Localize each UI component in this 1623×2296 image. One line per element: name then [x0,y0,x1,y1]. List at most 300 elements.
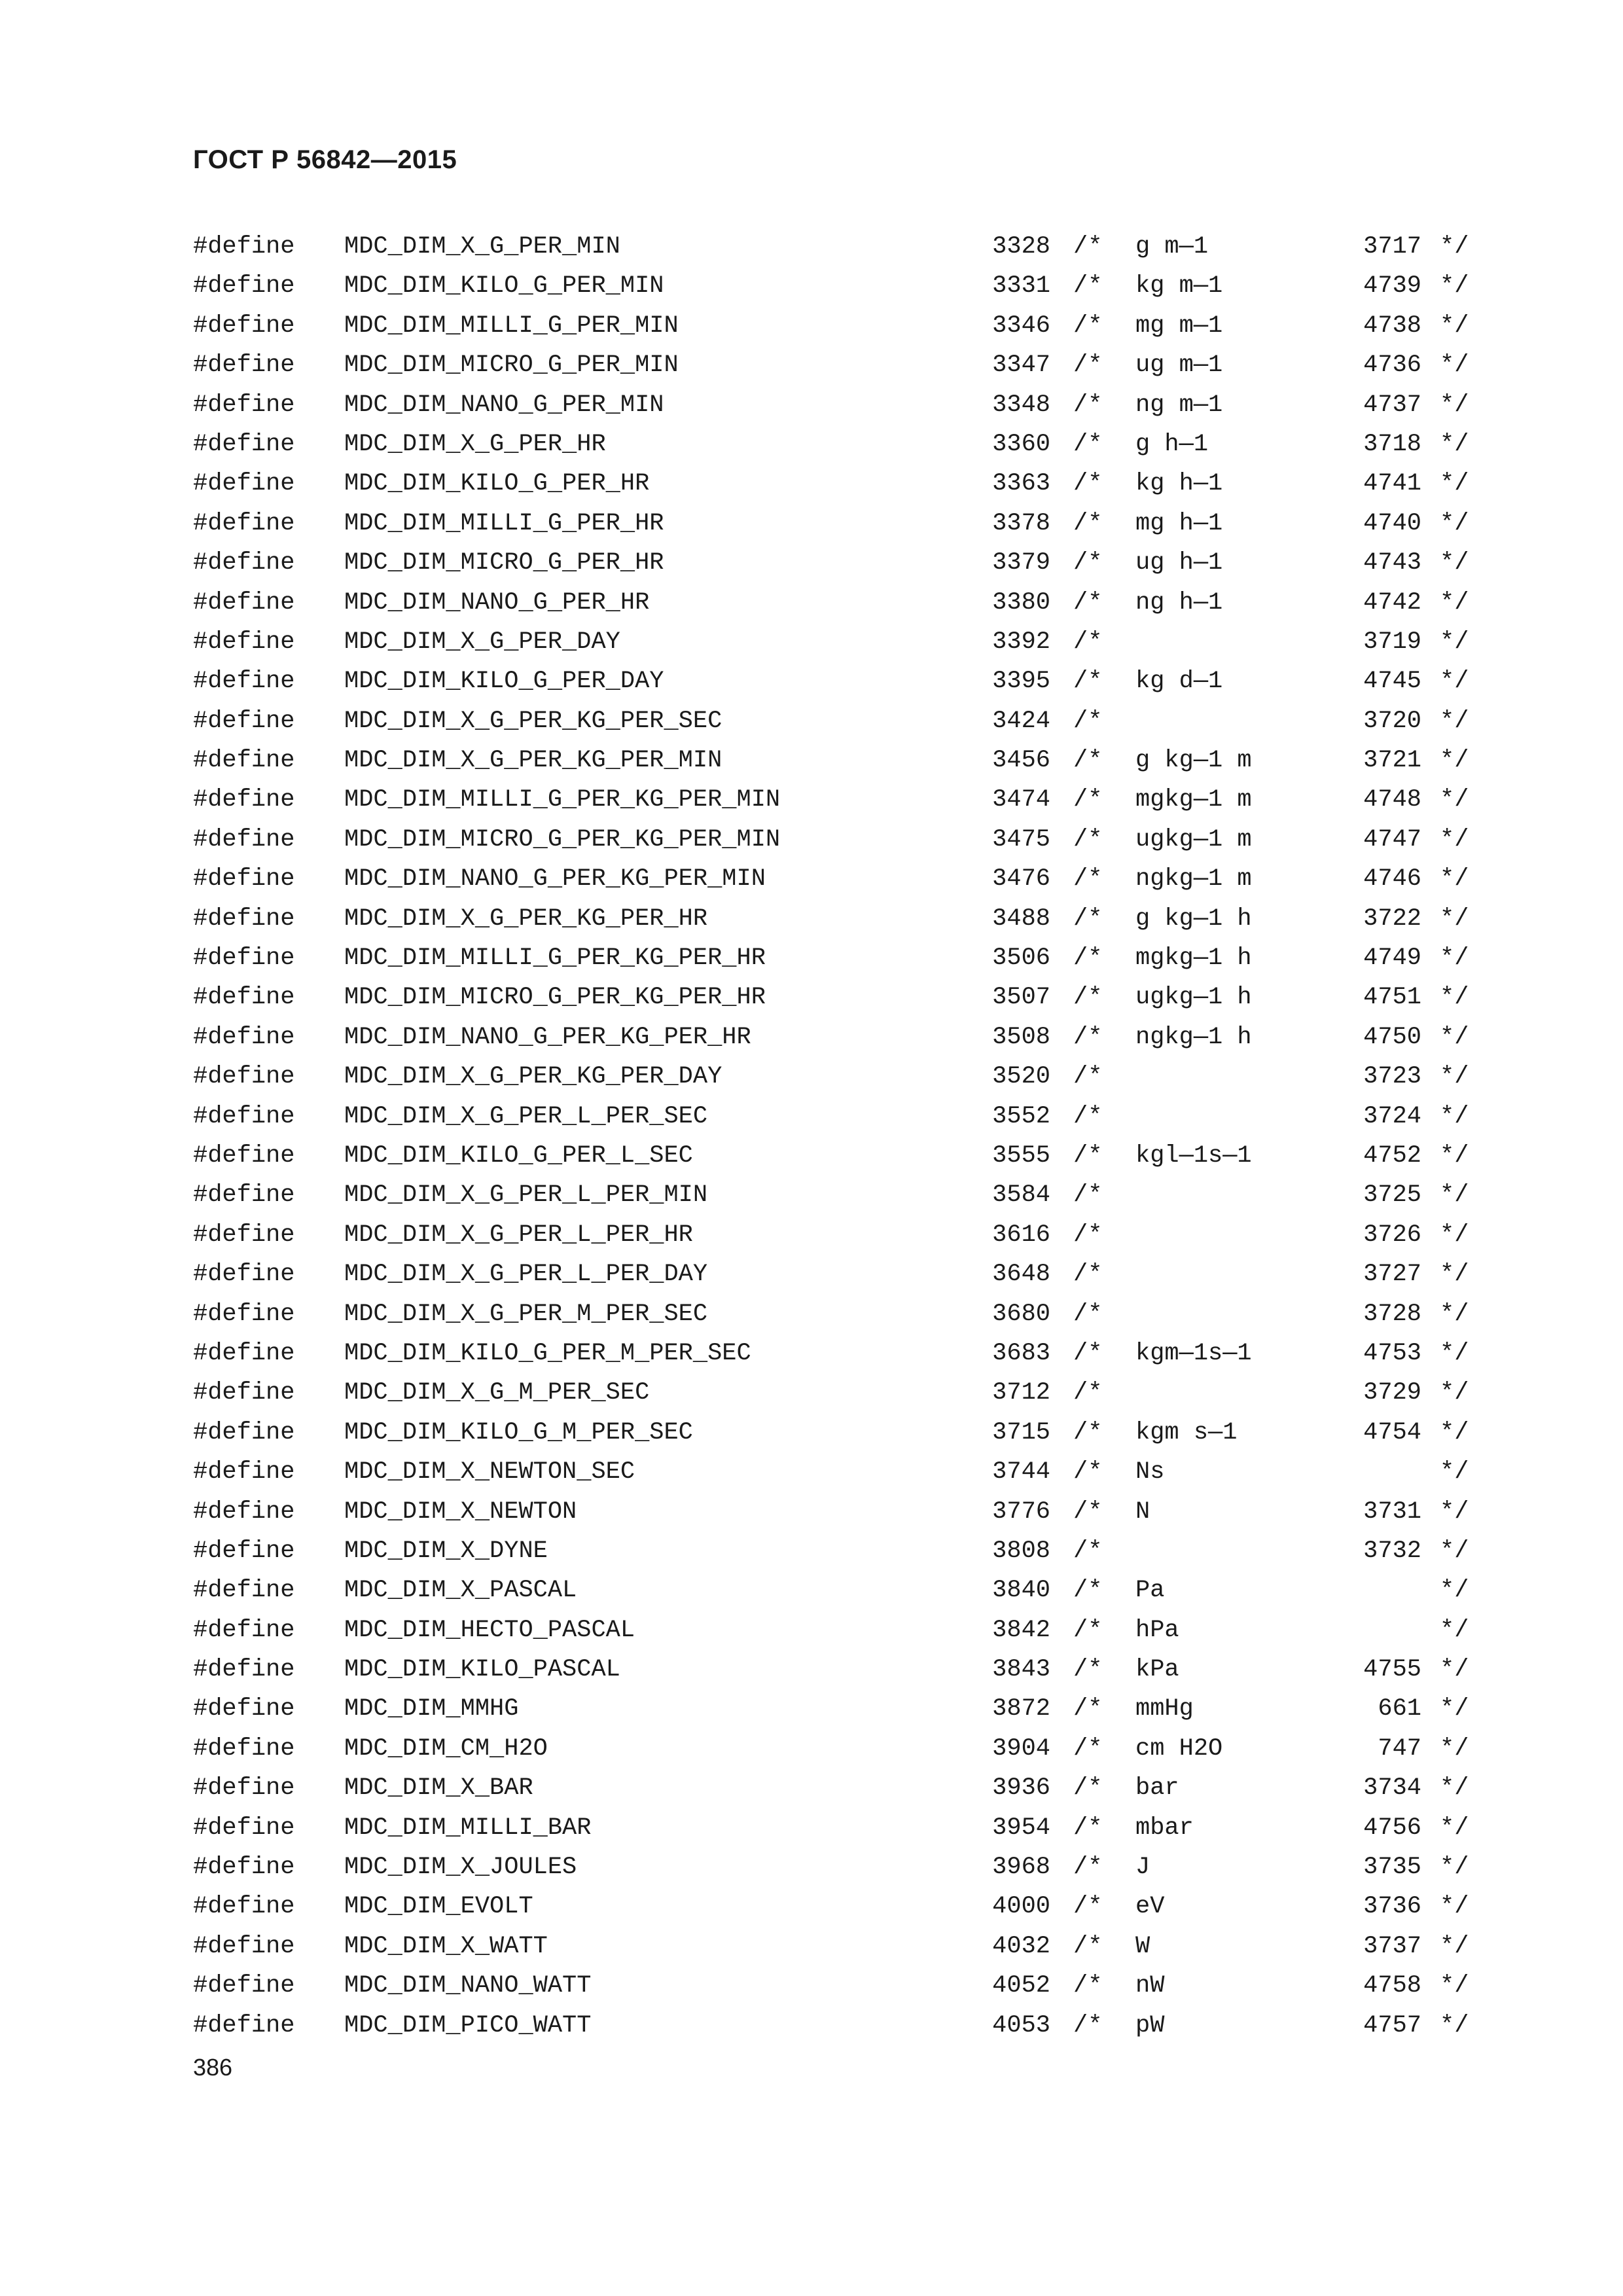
reference-code: 3728 [1363,1300,1421,1328]
comment-close: */ [1440,1972,1469,2000]
macro-code: 3363 [992,470,1050,498]
reference-code: 4758 [1363,1972,1421,2000]
reference-code: 3732 [1363,1537,1421,1565]
macro-name: MDC_DIM_X_G_PER_MIN [344,233,620,260]
comment-close: */ [1440,1695,1469,1723]
macro-name: MDC_DIM_X_JOULES [344,1854,577,1882]
reference-code: 3736 [1363,1893,1421,1921]
unit-symbol: kgm—1s—1 [1135,1339,1252,1367]
comment-open: /* [1073,1695,1103,1723]
comment-open: /* [1073,549,1103,577]
macro-name: MDC_DIM_X_G_PER_L_PER_SEC [344,1102,708,1130]
comment-close: */ [1440,1141,1469,1170]
macro-name: MDC_DIM_MMHG [344,1695,519,1723]
define-keyword: #define [193,1023,295,1051]
define-row [0,543,1623,583]
macro-code: 3475 [992,825,1050,853]
macro-name: MDC_DIM_X_G_PER_L_PER_MIN [344,1181,708,1210]
macro-code: 3380 [992,588,1050,617]
comment-close: */ [1440,747,1469,775]
define-row [0,1808,1623,1848]
reference-code: 4738 [1363,312,1421,340]
macro-code: 3744 [992,1458,1050,1486]
comment-open: /* [1073,905,1103,933]
define-keyword: #define [193,944,295,973]
unit-symbol: mgkg—1 m [1135,786,1252,814]
comment-open: /* [1073,1734,1103,1763]
comment-close: */ [1440,1458,1469,1486]
reference-code: 4740 [1363,509,1421,537]
comment-open: /* [1073,984,1103,1012]
define-row [0,1689,1623,1729]
reference-code: 3721 [1363,747,1421,775]
unit-symbol: kg h—1 [1135,470,1223,498]
comment-open: /* [1073,1102,1103,1130]
macro-name: MDC_DIM_X_DYNE [344,1537,548,1565]
comment-open: /* [1073,1774,1103,1803]
comment-close: */ [1440,1932,1469,1960]
reference-code: 4737 [1363,391,1421,419]
macro-name: MDC_DIM_X_G_PER_KG_PER_SEC [344,707,722,735]
define-keyword: #define [193,272,295,300]
macro-name: MDC_DIM_NANO_G_PER_KG_PER_HR [344,1023,751,1051]
macro-name: MDC_DIM_X_NEWTON_SEC [344,1458,635,1486]
comment-close: */ [1440,1537,1469,1565]
unit-symbol: g m—1 [1135,233,1209,260]
comment-open: /* [1073,1418,1103,1446]
macro-code: 3680 [992,1300,1050,1328]
define-keyword: #define [193,1339,295,1367]
define-keyword: #define [193,747,295,775]
macro-name: MDC_DIM_X_G_PER_L_PER_HR [344,1221,693,1249]
macro-name: MDC_DIM_CM_H2O [344,1734,548,1763]
define-row [0,1532,1623,1571]
comment-open: /* [1073,1656,1103,1684]
comment-open: /* [1073,1141,1103,1170]
reference-code: 3720 [1363,707,1421,735]
macro-code: 3346 [992,312,1050,340]
macro-name: MDC_DIM_MILLI_BAR [344,1814,592,1842]
reference-code: 4754 [1363,1418,1421,1446]
define-row [0,1848,1623,1887]
comment-open: /* [1073,1498,1103,1526]
macro-name: MDC_DIM_MICRO_G_PER_HR [344,549,664,577]
macro-name: MDC_DIM_MILLI_G_PER_KG_PER_HR [344,944,766,973]
comment-close: */ [1440,1734,1469,1763]
comment-close: */ [1440,1893,1469,1921]
comment-close: */ [1440,1063,1469,1091]
comment-close: */ [1440,470,1469,498]
comment-open: /* [1073,1221,1103,1249]
reference-code: 3735 [1363,1854,1421,1882]
comment-close: */ [1440,391,1469,419]
comment-close: */ [1440,1023,1469,1051]
reference-code: 4757 [1363,2011,1421,2039]
comment-open: /* [1073,1339,1103,1367]
comment-close: */ [1440,1577,1469,1605]
comment-close: */ [1440,905,1469,933]
unit-symbol: ng m—1 [1135,391,1223,419]
define-row [0,464,1623,503]
define-keyword: #define [193,1102,295,1130]
reference-code: 3734 [1363,1774,1421,1803]
define-keyword: #define [193,1063,295,1091]
macro-code: 3520 [992,1063,1050,1091]
comment-open: /* [1073,391,1103,419]
define-keyword: #define [193,233,295,260]
macro-name: MDC_DIM_NANO_WATT [344,1972,592,2000]
define-row [0,741,1623,780]
comment-open: /* [1073,1616,1103,1644]
comment-open: /* [1073,944,1103,973]
reference-code: 3737 [1363,1932,1421,1960]
comment-open: /* [1073,2011,1103,2039]
define-keyword: #define [193,786,295,814]
comment-close: */ [1440,272,1469,300]
reference-code: 3723 [1363,1063,1421,1091]
define-keyword: #define [193,351,295,380]
define-row [0,1611,1623,1650]
comment-close: */ [1440,1181,1469,1210]
macro-name: MDC_DIM_KILO_G_PER_HR [344,470,650,498]
comment-open: /* [1073,668,1103,696]
unit-symbol: kgm s—1 [1135,1418,1238,1446]
define-keyword: #define [193,312,295,340]
define-keyword: #define [193,549,295,577]
comment-close: */ [1440,1300,1469,1328]
comment-open: /* [1073,272,1103,300]
unit-symbol: ngkg—1 h [1135,1023,1252,1051]
unit-symbol: mg h—1 [1135,509,1223,537]
unit-symbol: ng h—1 [1135,588,1223,617]
reference-code: 3729 [1363,1379,1421,1407]
define-row [0,820,1623,859]
define-row [0,1927,1623,1966]
comment-open: /* [1073,233,1103,260]
macro-name: MDC_DIM_X_BAR [344,1774,533,1803]
comment-open: /* [1073,1814,1103,1842]
define-row [0,346,1623,385]
comment-open: /* [1073,1458,1103,1486]
macro-code: 3872 [992,1695,1050,1723]
comment-open: /* [1073,509,1103,537]
define-keyword: #define [193,1498,295,1526]
macro-code: 3584 [992,1181,1050,1210]
reference-code: 3727 [1363,1261,1421,1289]
reference-code: 4752 [1363,1141,1421,1170]
macro-name: MDC_DIM_X_G_PER_KG_PER_HR [344,905,708,933]
reference-code: 4741 [1363,470,1421,498]
comment-open: /* [1073,1300,1103,1328]
macro-name: MDC_DIM_EVOLT [344,1893,533,1921]
reference-code: 747 [1378,1734,1421,1763]
macro-name: MDC_DIM_MILLI_G_PER_KG_PER_MIN [344,786,781,814]
define-row [0,1571,1623,1610]
reference-code: 3731 [1363,1498,1421,1526]
macro-code: 3474 [992,786,1050,814]
comment-close: */ [1440,628,1469,656]
macro-code: 3840 [992,1577,1050,1605]
comment-open: /* [1073,351,1103,380]
reference-code: 4748 [1363,786,1421,814]
macro-code: 3936 [992,1774,1050,1803]
define-keyword: #define [193,1734,295,1763]
define-row [0,1492,1623,1532]
macro-code: 4053 [992,2011,1050,2039]
define-keyword: #define [193,588,295,617]
define-row [0,899,1623,939]
unit-symbol: mg m—1 [1135,312,1223,340]
define-row [0,1373,1623,1412]
define-keyword: #define [193,430,295,458]
define-keyword: #define [193,391,295,419]
define-keyword: #define [193,1893,295,1921]
define-row [0,504,1623,543]
page-header-title: ГОСТ Р 56842—2015 [193,145,457,174]
macro-name: MDC_DIM_MICRO_G_PER_KG_PER_MIN [344,825,781,853]
macro-code: 3476 [992,865,1050,893]
define-keyword: #define [193,1972,295,2000]
macro-code: 3808 [992,1537,1050,1565]
comment-open: /* [1073,628,1103,656]
comment-close: */ [1440,509,1469,537]
macro-name: MDC_DIM_KILO_G_PER_M_PER_SEC [344,1339,751,1367]
reference-code: 4747 [1363,825,1421,853]
macro-name: MDC_DIM_X_G_PER_L_PER_DAY [344,1261,708,1289]
define-keyword: #define [193,1379,295,1407]
reference-code: 3725 [1363,1181,1421,1210]
comment-open: /* [1073,1932,1103,1960]
comment-close: */ [1440,825,1469,853]
unit-symbol: ugkg—1 m [1135,825,1252,853]
define-keyword: #define [193,668,295,696]
macro-name: MDC_DIM_KILO_G_PER_L_SEC [344,1141,693,1170]
unit-symbol: g kg—1 h [1135,905,1252,933]
unit-symbol: kgl—1s—1 [1135,1141,1252,1170]
comment-close: */ [1440,1379,1469,1407]
macro-name: MDC_DIM_KILO_G_PER_MIN [344,272,664,300]
reference-code: 3724 [1363,1102,1421,1130]
macro-code: 3842 [992,1616,1050,1644]
comment-open: /* [1073,1893,1103,1921]
define-row [0,859,1623,899]
define-row [0,622,1623,662]
comment-close: */ [1440,865,1469,893]
macro-name: MDC_DIM_MILLI_G_PER_MIN [344,312,679,340]
define-keyword: #define [193,1577,295,1605]
reference-code: 661 [1378,1695,1421,1723]
define-row [0,1215,1623,1255]
define-row [0,780,1623,819]
macro-code: 3348 [992,391,1050,419]
macro-code: 3508 [992,1023,1050,1051]
define-row [0,1175,1623,1215]
define-keyword: #define [193,509,295,537]
comment-close: */ [1440,1261,1469,1289]
comment-close: */ [1440,430,1469,458]
define-keyword: #define [193,1261,295,1289]
macro-code: 3715 [992,1418,1050,1446]
macro-code: 4052 [992,1972,1050,2000]
define-row [0,1966,1623,2005]
unit-symbol: cm H2O [1135,1734,1223,1763]
define-row [0,386,1623,425]
comment-close: */ [1440,1339,1469,1367]
unit-symbol: ugkg—1 h [1135,984,1252,1012]
comment-open: /* [1073,865,1103,893]
macro-name: MDC_DIM_X_NEWTON [344,1498,577,1526]
macro-code: 3347 [992,351,1050,380]
comment-open: /* [1073,707,1103,735]
comment-close: */ [1440,944,1469,973]
macro-name: MDC_DIM_X_G_PER_KG_PER_DAY [344,1063,722,1091]
define-keyword: #define [193,1458,295,1486]
comment-open: /* [1073,1972,1103,2000]
define-keyword: #define [193,1814,295,1842]
define-keyword: #define [193,1656,295,1684]
comment-close: */ [1440,707,1469,735]
macro-code: 4000 [992,1893,1050,1921]
reference-code: 4751 [1363,984,1421,1012]
unit-symbol: W [1135,1932,1150,1960]
define-row [0,1255,1623,1294]
macro-code: 3648 [992,1261,1050,1289]
macro-name: MDC_DIM_MICRO_G_PER_KG_PER_HR [344,984,766,1012]
unit-symbol: kg d—1 [1135,668,1223,696]
define-keyword: #define [193,1695,295,1723]
macro-name: MDC_DIM_X_G_PER_KG_PER_MIN [344,747,722,775]
comment-close: */ [1440,233,1469,260]
comment-close: */ [1440,549,1469,577]
comment-open: /* [1073,1023,1103,1051]
comment-close: */ [1440,1854,1469,1882]
reference-code: 3717 [1363,233,1421,260]
unit-symbol: kPa [1135,1656,1179,1684]
define-keyword: #define [193,1300,295,1328]
comment-close: */ [1440,1221,1469,1249]
macro-code: 3456 [992,747,1050,775]
define-row [0,1729,1623,1768]
comment-close: */ [1440,351,1469,380]
define-row [0,1295,1623,1334]
comment-open: /* [1073,1577,1103,1605]
define-row [0,1413,1623,1452]
define-keyword: #define [193,865,295,893]
comment-close: */ [1440,1774,1469,1803]
macro-name: MDC_DIM_KILO_G_PER_DAY [344,668,664,696]
macro-code: 3488 [992,905,1050,933]
macro-code: 3392 [992,628,1050,656]
comment-open: /* [1073,1379,1103,1407]
define-keyword: #define [193,1221,295,1249]
unit-symbol: J [1135,1854,1150,1882]
reference-code: 4755 [1363,1656,1421,1684]
macro-code: 3712 [992,1379,1050,1407]
macro-code: 3552 [992,1102,1050,1130]
macro-code: 3555 [992,1141,1050,1170]
comment-open: /* [1073,312,1103,340]
unit-symbol: nW [1135,1972,1165,2000]
comment-open: /* [1073,588,1103,617]
comment-close: */ [1440,1814,1469,1842]
unit-symbol: ug h—1 [1135,549,1223,577]
reference-code: 4739 [1363,272,1421,300]
macro-name: MDC_DIM_X_G_PER_HR [344,430,606,458]
macro-code: 3378 [992,509,1050,537]
unit-symbol: g kg—1 m [1135,747,1252,775]
define-row [0,1887,1623,1926]
define-row [0,1018,1623,1057]
macro-name: MDC_DIM_MICRO_G_PER_MIN [344,351,679,380]
macro-code: 3360 [992,430,1050,458]
macro-name: MDC_DIM_X_PASCAL [344,1577,577,1605]
define-row [0,939,1623,978]
reference-code: 4746 [1363,865,1421,893]
define-row [0,227,1623,266]
macro-code: 3331 [992,272,1050,300]
define-keyword: #define [193,1418,295,1446]
page-number: 386 [193,2054,233,2081]
macro-code: 3616 [992,1221,1050,1249]
macro-name: MDC_DIM_X_WATT [344,1932,548,1960]
define-keyword: #define [193,984,295,1012]
macro-name: MDC_DIM_KILO_PASCAL [344,1656,620,1684]
comment-close: */ [1440,1498,1469,1526]
comment-close: */ [1440,1656,1469,1684]
define-row [0,1057,1623,1096]
define-keyword: #define [193,1854,295,1882]
define-keyword: #define [193,1616,295,1644]
comment-open: /* [1073,430,1103,458]
define-keyword: #define [193,470,295,498]
macro-code: 3506 [992,944,1050,973]
define-row [0,583,1623,622]
reference-code: 4753 [1363,1339,1421,1367]
macro-name: MDC_DIM_NANO_G_PER_MIN [344,391,664,419]
define-keyword: #define [193,1537,295,1565]
comment-open: /* [1073,1537,1103,1565]
macro-code: 3843 [992,1656,1050,1684]
define-row [0,2006,1623,2045]
comment-close: */ [1440,1616,1469,1644]
comment-open: /* [1073,1854,1103,1882]
define-row [0,1768,1623,1808]
comment-close: */ [1440,312,1469,340]
define-keyword: #define [193,905,295,933]
reference-code: 4742 [1363,588,1421,617]
define-row [0,1452,1623,1492]
comment-open: /* [1073,1261,1103,1289]
define-row [0,702,1623,741]
macro-name: MDC_DIM_HECTO_PASCAL [344,1616,635,1644]
comment-close: */ [1440,786,1469,814]
unit-symbol: mmHg [1135,1695,1194,1723]
define-row [0,306,1623,346]
reference-code: 3726 [1363,1221,1421,1249]
unit-symbol: ngkg—1 m [1135,865,1252,893]
comment-close: */ [1440,1418,1469,1446]
unit-symbol: bar [1135,1774,1179,1803]
define-keyword: #define [193,707,295,735]
macro-code: 3954 [992,1814,1050,1842]
comment-close: */ [1440,668,1469,696]
define-row [0,266,1623,306]
unit-symbol: mbar [1135,1814,1194,1842]
macro-code: 4032 [992,1932,1050,1960]
comment-close: */ [1440,984,1469,1012]
macro-name: MDC_DIM_KILO_G_M_PER_SEC [344,1418,693,1446]
macro-code: 3968 [992,1854,1050,1882]
